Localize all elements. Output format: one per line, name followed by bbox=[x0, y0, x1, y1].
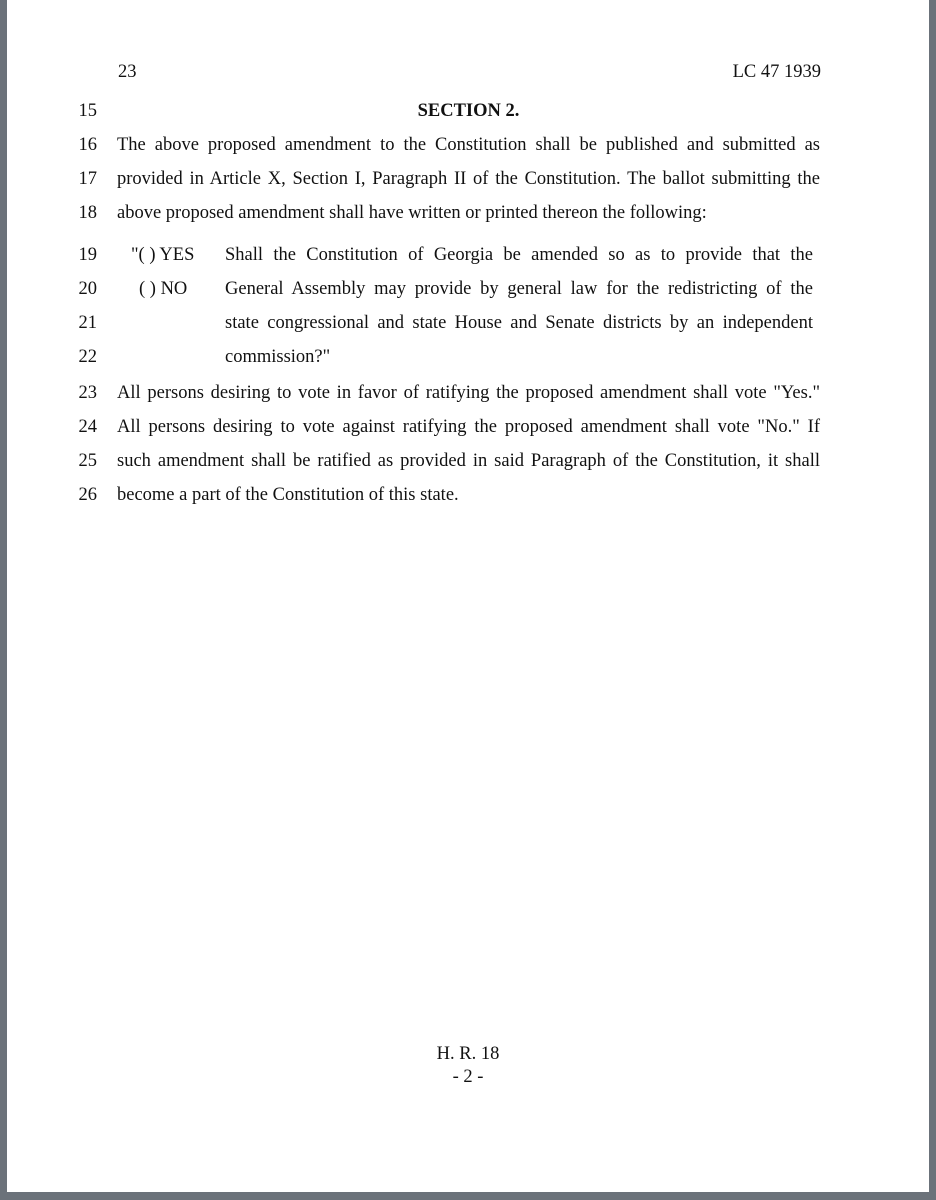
line-text: become a part of the Constitution of this state. bbox=[117, 485, 459, 505]
line-text: above proposed amendment shall have written or printed thereon the following: bbox=[117, 203, 707, 223]
document-line bbox=[7, 100, 929, 134]
line-number: 22 bbox=[78, 347, 97, 367]
line-text: All persons desiring to vote against ratifying the proposed amendment shall vote "No." If bbox=[117, 417, 820, 437]
line-number: 21 bbox=[78, 313, 97, 333]
document-line bbox=[7, 416, 929, 450]
line-number: 16 bbox=[78, 135, 97, 155]
line-number: 26 bbox=[78, 485, 97, 505]
document-line bbox=[7, 168, 929, 202]
line-number: 18 bbox=[78, 203, 97, 223]
header-document-code: LC 47 1939 bbox=[732, 62, 821, 82]
document-line bbox=[7, 312, 929, 346]
section-heading: SECTION 2. bbox=[417, 101, 520, 121]
document-line bbox=[7, 484, 929, 518]
line-number: 24 bbox=[78, 417, 97, 437]
footer-page-number: - 2 - bbox=[452, 1067, 484, 1087]
ballot-question-text: Shall the Constitution of Georgia be amended so as to provide that the bbox=[225, 245, 813, 265]
ballot-yes-option: "( ) YES bbox=[131, 245, 195, 265]
ballot-question-text: commission?" bbox=[225, 347, 331, 367]
line-text: provided in Article X, Section I, Paragraph II of the Constitution. The ballot submitting the bbox=[117, 169, 820, 189]
line-text: The above proposed amendment to the Constitution shall be published and submitted as bbox=[117, 135, 820, 155]
document-line bbox=[7, 244, 929, 278]
document-line bbox=[7, 346, 929, 380]
document-line bbox=[7, 134, 929, 168]
line-number: 15 bbox=[78, 101, 97, 121]
ballot-question-text: state congressional and state House and Senate districts by an independent bbox=[225, 313, 813, 333]
footer-bill-number: H. R. 18 bbox=[436, 1044, 500, 1064]
document-line bbox=[7, 202, 929, 236]
line-number: 25 bbox=[78, 451, 97, 471]
line-number: 20 bbox=[78, 279, 97, 299]
document-line bbox=[7, 450, 929, 484]
ballot-question-text: General Assembly may provide by general law for the redistricting of the bbox=[225, 279, 813, 299]
document-page bbox=[7, 0, 929, 1192]
line-text: such amendment shall be ratified as provided in said Paragraph of the Constitution, it shall bbox=[117, 451, 820, 471]
document-line bbox=[7, 382, 929, 416]
ballot-no-option: ( ) NO bbox=[139, 279, 188, 299]
line-number: 17 bbox=[78, 169, 97, 189]
document-line bbox=[7, 278, 929, 312]
header-page-number: 23 bbox=[118, 62, 137, 82]
line-number: 23 bbox=[78, 383, 97, 403]
line-number: 19 bbox=[78, 245, 97, 265]
line-text: All persons desiring to vote in favor of ratifying the proposed amendment shall vote "Yes." bbox=[117, 383, 820, 403]
